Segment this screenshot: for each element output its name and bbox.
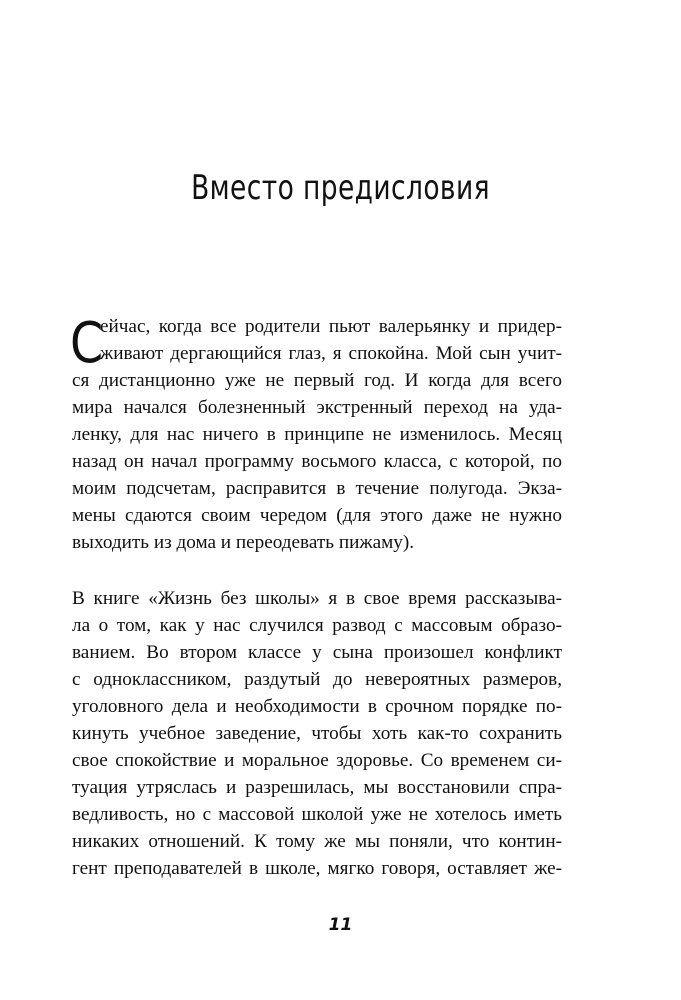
paragraph-line: ленку, для нас ничего в принципе не изменилось. Месяц — [72, 424, 562, 445]
paragraph-line: свое спокойствие и моральное здоровье. Со временем си- — [72, 750, 562, 771]
paragraph-line: никаких отношений. К тому же мы поняли, что контин- — [72, 831, 562, 852]
paragraph-line: ведливость, но с массовой школой уже не хотелось иметь — [72, 804, 562, 825]
drop-cap: С — [70, 311, 104, 376]
paragraph-line: ванием. Во втором классе у сына произошел конфликт — [72, 642, 562, 663]
paragraph-line: уголовного дела и необходимости в срочном порядке по- — [72, 696, 562, 717]
paragraph-line: ся дистанционно уже не первый год. И когда для всего — [72, 370, 562, 391]
paragraph-line: В книге «Жизнь без школы» я в свое время рассказыва- — [72, 588, 562, 609]
paragraph-line: назад он начал программу восьмого класса, с которой, по — [72, 451, 562, 472]
paragraph-line: моим подсчетам, расправится в течение полугода. Экза- — [72, 478, 562, 499]
paragraph-line: мира начался болезненный экстренный переход на уда- — [72, 397, 562, 418]
paragraph-line: гент преподавателей в школе, мягко говоря, оставляет же- — [72, 858, 562, 879]
paragraph-line: кинуть учебное заведение, чтобы хоть как-то сохранить — [72, 723, 562, 744]
page-number: 11 — [328, 915, 353, 935]
paragraph-line: выходить из дома и переодевать пижаму). — [72, 532, 415, 553]
paragraph-line: мены сдаются своим чередом (для этого даже не нужно — [72, 505, 562, 526]
paragraph-line: с одноклассником, раздутый до невероятных размеров, — [72, 669, 562, 690]
paragraph-line: ла о том, как у нас случился развод с массовым образо- — [72, 615, 562, 636]
paragraph-line: туация утряслась и разрешилась, мы восстановили спра- — [72, 777, 562, 798]
paragraph-line: живают дергающийся глаз, я спокойна. Мой сын учит- — [100, 343, 562, 364]
page-title: Вместо предисловия — [191, 168, 490, 208]
paragraph-line: ейчас, когда все родители пьют валерьянку и придер- — [100, 316, 562, 337]
